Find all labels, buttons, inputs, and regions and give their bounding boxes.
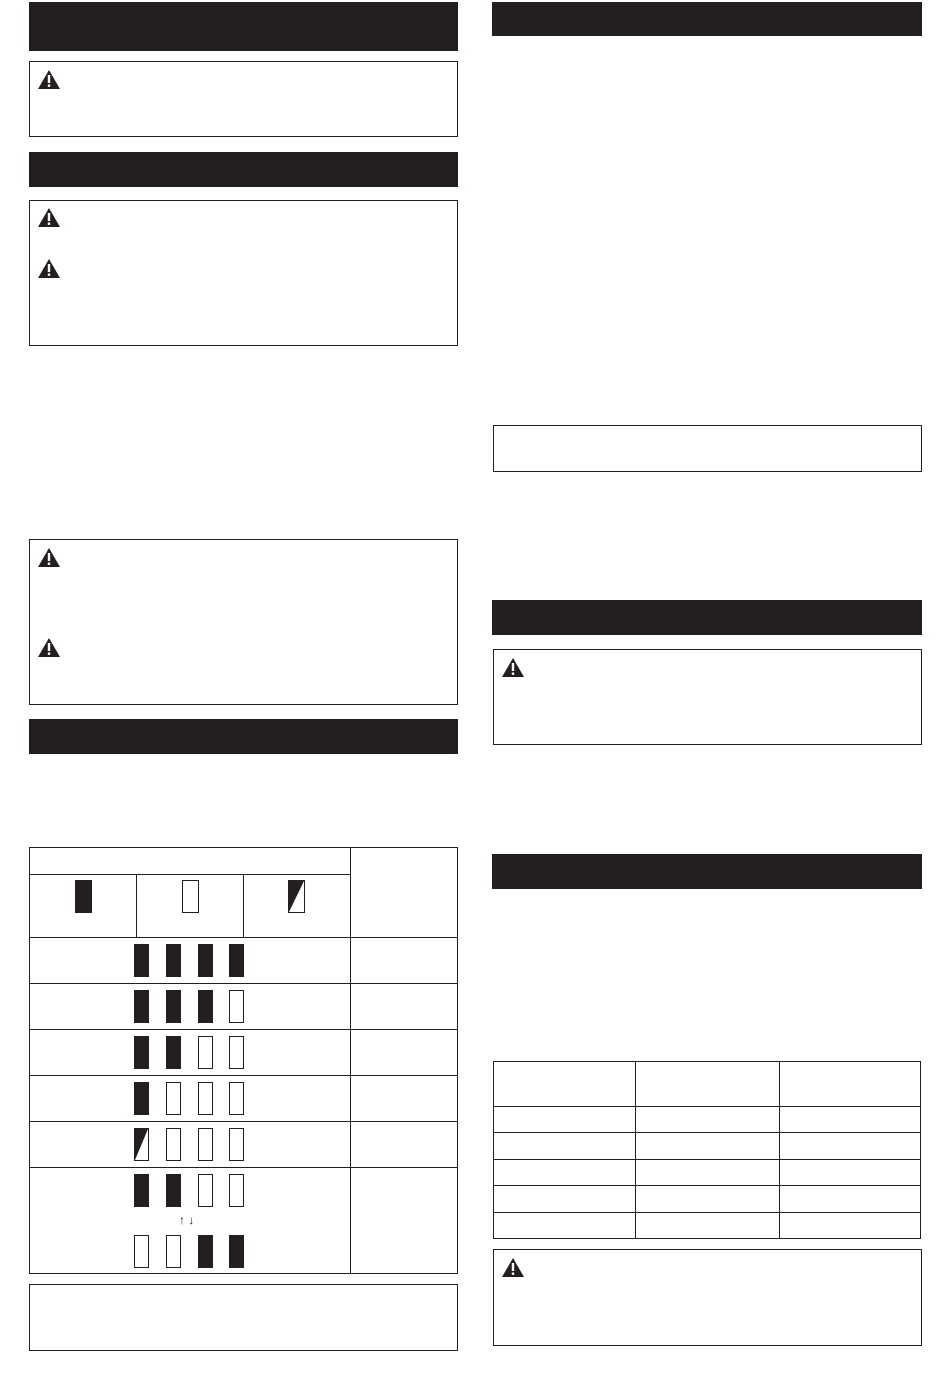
indicator-segment: [198, 1036, 213, 1069]
warning-box: [29, 200, 458, 346]
warning-box: [29, 539, 458, 705]
indicator-segment: [134, 1036, 149, 1069]
indicator-segment: [229, 990, 244, 1023]
indicator-segment: [166, 944, 181, 977]
warning-triangle-icon: [501, 1257, 525, 1278]
section-heading-bar: [29, 719, 458, 754]
note-box: [493, 425, 922, 472]
table-cell: [636, 1062, 780, 1107]
warning-triangle-icon: [37, 547, 61, 568]
indicator-segment: [229, 1235, 244, 1268]
table-cell: [494, 1107, 636, 1133]
warning-box: [29, 61, 458, 137]
indicator-segment: [229, 944, 244, 977]
indicator-segment: [198, 1235, 213, 1268]
indicator-segment: [166, 1036, 181, 1069]
table-divider: [30, 1167, 457, 1168]
indicator-segment: [134, 1082, 149, 1115]
section-heading-bar: [492, 600, 922, 635]
indicator-segment: [198, 1128, 213, 1161]
table-cell: [494, 1212, 636, 1238]
warning-triangle-icon: [37, 69, 61, 90]
spec-table: [493, 1061, 921, 1239]
warning-triangle-icon: [37, 258, 61, 279]
table-cell: [780, 1107, 921, 1133]
alternating-arrows: ↑ ↓: [179, 1213, 195, 1227]
table-cell: [494, 1186, 636, 1212]
table-cell: [636, 1107, 780, 1133]
section-heading-bar: [492, 854, 922, 889]
table-cell: [780, 1212, 921, 1238]
indicator-segment: [229, 1174, 244, 1207]
indicator-segment: [134, 944, 149, 977]
table-divider: [30, 1121, 457, 1122]
indicator-segment: [198, 1082, 213, 1115]
indicator-segment: [229, 1036, 244, 1069]
table-divider: [30, 983, 457, 984]
indicator-segment: [229, 1128, 244, 1161]
indicator-segment: [134, 1128, 149, 1161]
indicator-segment: [229, 1082, 244, 1115]
warning-box: [493, 649, 922, 745]
indicator-segment: [166, 990, 181, 1023]
section-heading-bar: [29, 152, 458, 187]
table-cell: [636, 1133, 780, 1159]
indicator-segment: [134, 1174, 149, 1207]
indicator-segment: [198, 990, 213, 1023]
warning-triangle-icon: [37, 207, 61, 228]
warning-triangle-icon: [37, 637, 61, 658]
indicator-segment: [166, 1128, 181, 1161]
table-divider: [30, 1029, 457, 1030]
section-heading-bar: [492, 2, 922, 36]
table-cell: [494, 1133, 636, 1159]
table-divider: [243, 874, 244, 937]
table-divider: [30, 1075, 457, 1076]
table-divider: [350, 848, 351, 1273]
warning-box: [493, 1249, 922, 1346]
table-divider: [30, 937, 457, 938]
table-cell: [636, 1212, 780, 1238]
indicator-segment: [198, 944, 213, 977]
indicator-segment: [198, 1174, 213, 1207]
indicator-segment: [166, 1082, 181, 1115]
table-divider: [30, 874, 350, 875]
table-cell: [780, 1159, 921, 1185]
table-cell: [494, 1159, 636, 1185]
warning-triangle-icon: [501, 657, 525, 678]
indicator-segment: [166, 1174, 181, 1207]
table-divider: [136, 874, 137, 937]
legend-lit-icon: [75, 880, 92, 913]
indicator-segment: [166, 1235, 181, 1268]
section-heading-bar: [29, 2, 458, 51]
table-cell: [494, 1062, 636, 1107]
table-cell: [636, 1159, 780, 1185]
indicator-segment: [134, 1235, 149, 1268]
table-cell: [636, 1186, 780, 1212]
table-cell: [780, 1133, 921, 1159]
note-box: [29, 1284, 458, 1351]
table-cell: [780, 1062, 921, 1107]
legend-blinking-icon: [288, 880, 305, 913]
indicator-segment: [134, 990, 149, 1023]
indicator-table: [29, 847, 458, 1274]
table-cell: [780, 1186, 921, 1212]
legend-off-icon: [182, 880, 199, 913]
